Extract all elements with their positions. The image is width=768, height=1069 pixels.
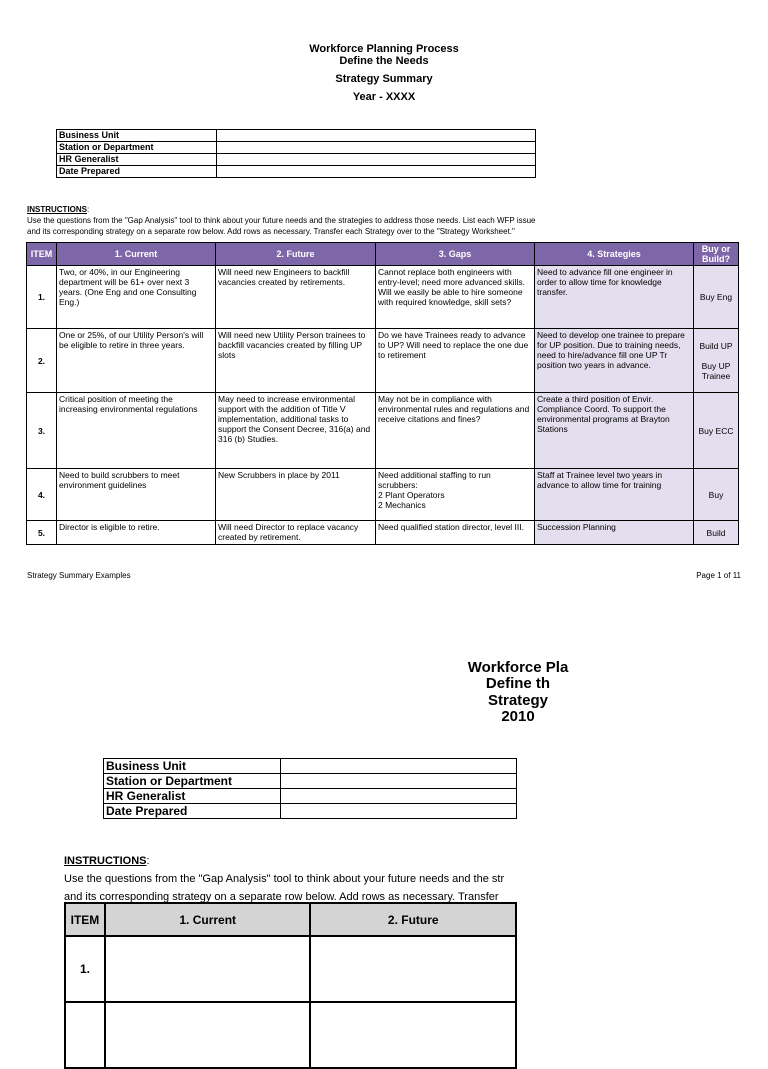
row-current: One or 25%, of our Utility Person's will be eligible to retire in three years. [57,329,216,393]
title-line-3: Strategy Summary [335,73,433,85]
p2-header-item: ITEM [65,903,105,936]
p2-row-item: 1. [65,936,105,1002]
row-future: Will need Director to replace vacancy created by retirement. [216,521,376,545]
table-row [65,1002,516,1068]
row-gaps: Need additional staffing to run scrubbers: 2 Plant Operators 2 Mechanics [376,469,535,521]
table-row [27,329,739,393]
title-line-1: Workforce Planning Process [309,43,459,55]
p2-strategy-table [64,902,517,1069]
p2-hr-generalist-field[interactable] [280,789,516,804]
row-buy-build: Buy Eng [694,266,739,329]
hr-generalist-field[interactable] [217,154,536,166]
instructions-line-1: Use the questions from the "Gap Analysis" tool to think about your future needs and the strategies to address those needs. List each WFP issue [27,216,536,225]
row-item: 4. [27,469,57,521]
p2-station-label: Station or Department [104,774,281,789]
p2-title-line-2: Define th [485,675,551,692]
row-item: 1. [27,266,57,329]
row-buy-build: Build UP Buy UP Trainee [694,329,739,393]
instructions-heading: INSTRUCTIONS [27,205,87,214]
date-prepared-label: Date Prepared [57,166,217,178]
table-row [65,936,516,1002]
row-current: Director is eligible to retire. [57,521,216,545]
p2-instructions-line-1: Use the questions from the "Gap Analysis" tool to think about your future needs and the str [64,873,505,885]
p2-date-prepared-field[interactable] [280,804,516,819]
header-strategies: 4. Strategies [535,243,694,266]
row-strategies: Create a third position of Envir. Compliance Coord. To support the environmental programs at Brayton Stations [535,393,694,469]
header-gaps: 3. Gaps [376,243,535,266]
p2-business-unit-label: Business Unit [104,759,281,774]
header-item: ITEM [27,243,57,266]
instructions-colon: : [87,205,90,214]
p2-header-future: 2. Future [310,903,516,936]
p2-row-future[interactable] [310,936,516,1002]
row-strategies: Succession Planning [535,521,694,545]
p2-business-unit-field[interactable] [280,759,516,774]
p2-row-item [65,1002,105,1068]
instructions [27,204,536,237]
title-line-4: Year - XXXX [352,91,416,103]
p2-row-future[interactable] [310,1002,516,1068]
table-row [27,393,739,469]
row-buy-build: Build [694,521,739,545]
row-future: May need to increase environmental support with the addition of Title V implementation, additional tasks to support the Consent Decree, 316(a) and 316 (b) Studies. [216,393,376,469]
p2-hr-generalist-label: HR Generalist [104,789,281,804]
title-line-2: Define the Needs [339,55,429,67]
p2-title-line-3: Strategy [487,692,549,709]
header-future: 2. Future [216,243,376,266]
row-buy-build: Buy ECC [694,393,739,469]
row-strategies: Staff at Trainee level two years in advance to allow time for training [535,469,694,521]
row-gaps: Do we have Trainees ready to advance to UP? Will need to replace the one due to retirement [376,329,535,393]
table-row [27,266,739,329]
p2-station-field[interactable] [280,774,516,789]
p2-instructions [64,852,504,906]
p2-row-current[interactable] [105,1002,311,1068]
row-item: 2. [27,329,57,393]
row-buy-build: Buy [694,469,739,521]
row-current: Need to build scrubbers to meet environment guidelines [57,469,216,521]
instructions-line-2: and its corresponding strategy on a separate row below. Add rows as necessary. Transfer each Strategy over to the "Strategy Worksheet." [27,227,515,236]
footer-left: Strategy Summary Examples [27,571,131,580]
footer-page-number: Page 1 of 11 [696,571,741,580]
row-current: Two, or 40%, in our Engineering department will be 61+ over next 3 years. (One Eng and one Consulting Eng.) [57,266,216,329]
p2-header-current: 1. Current [105,903,311,936]
row-strategies: Need to advance fill one engineer in order to allow time for knowledge transfer. [535,266,694,329]
row-item: 3. [27,393,57,469]
table-row [27,469,739,521]
hr-generalist-label: HR Generalist [57,154,217,166]
p2-row-current[interactable] [105,936,311,1002]
strategy-table [26,242,739,545]
row-current: Critical position of meeting the increasing environmental regulations [57,393,216,469]
info-table [56,129,536,178]
row-future: Will need new Engineers to backfill vacancies created by retirements. [216,266,376,329]
row-gaps: Cannot replace both engineers with entry-level; need more advanced skills. Will we easily be able to hire someone with required knowledge, skill sets? [376,266,535,329]
p2-date-prepared-label: Date Prepared [104,804,281,819]
row-item: 5. [27,521,57,545]
table-row [27,521,739,545]
date-prepared-field[interactable] [217,166,536,178]
row-future: New Scrubbers in place by 2011 [216,469,376,521]
row-gaps: May not be in compliance with environmental rules and regulations and receive citations and fines? [376,393,535,469]
p2-info-table [103,758,517,819]
p2-title-line-4: 2010 [501,708,535,725]
p2-instructions-colon: : [146,855,150,867]
row-future: Will need new Utility Person trainees to backfill vacancies created by filling UP slots [216,329,376,393]
header-current: 1. Current [57,243,216,266]
p2-title-line-1: Workforce Pla [467,659,569,676]
station-field[interactable] [217,142,536,154]
p2-instructions-line-2: and its corresponding strategy on a separate row below. Add rows as necessary. Transfer [64,891,499,903]
p2-instructions-heading: INSTRUCTIONS [64,855,147,867]
row-strategies: Need to develop one trainee to prepare for UP position. Due to training needs, need to hire/advance fill one UP Tr position two years in advance. [535,329,694,393]
row-gaps: Need qualified station director, level III. [376,521,535,545]
page-2-visible-area [0,620,569,1024]
page-2 [0,620,768,1024]
station-label: Station or Department [57,142,217,154]
header-buy-or-build: Buy or Build? [694,243,739,266]
business-unit-field[interactable] [217,130,536,142]
business-unit-label: Business Unit [57,130,217,142]
